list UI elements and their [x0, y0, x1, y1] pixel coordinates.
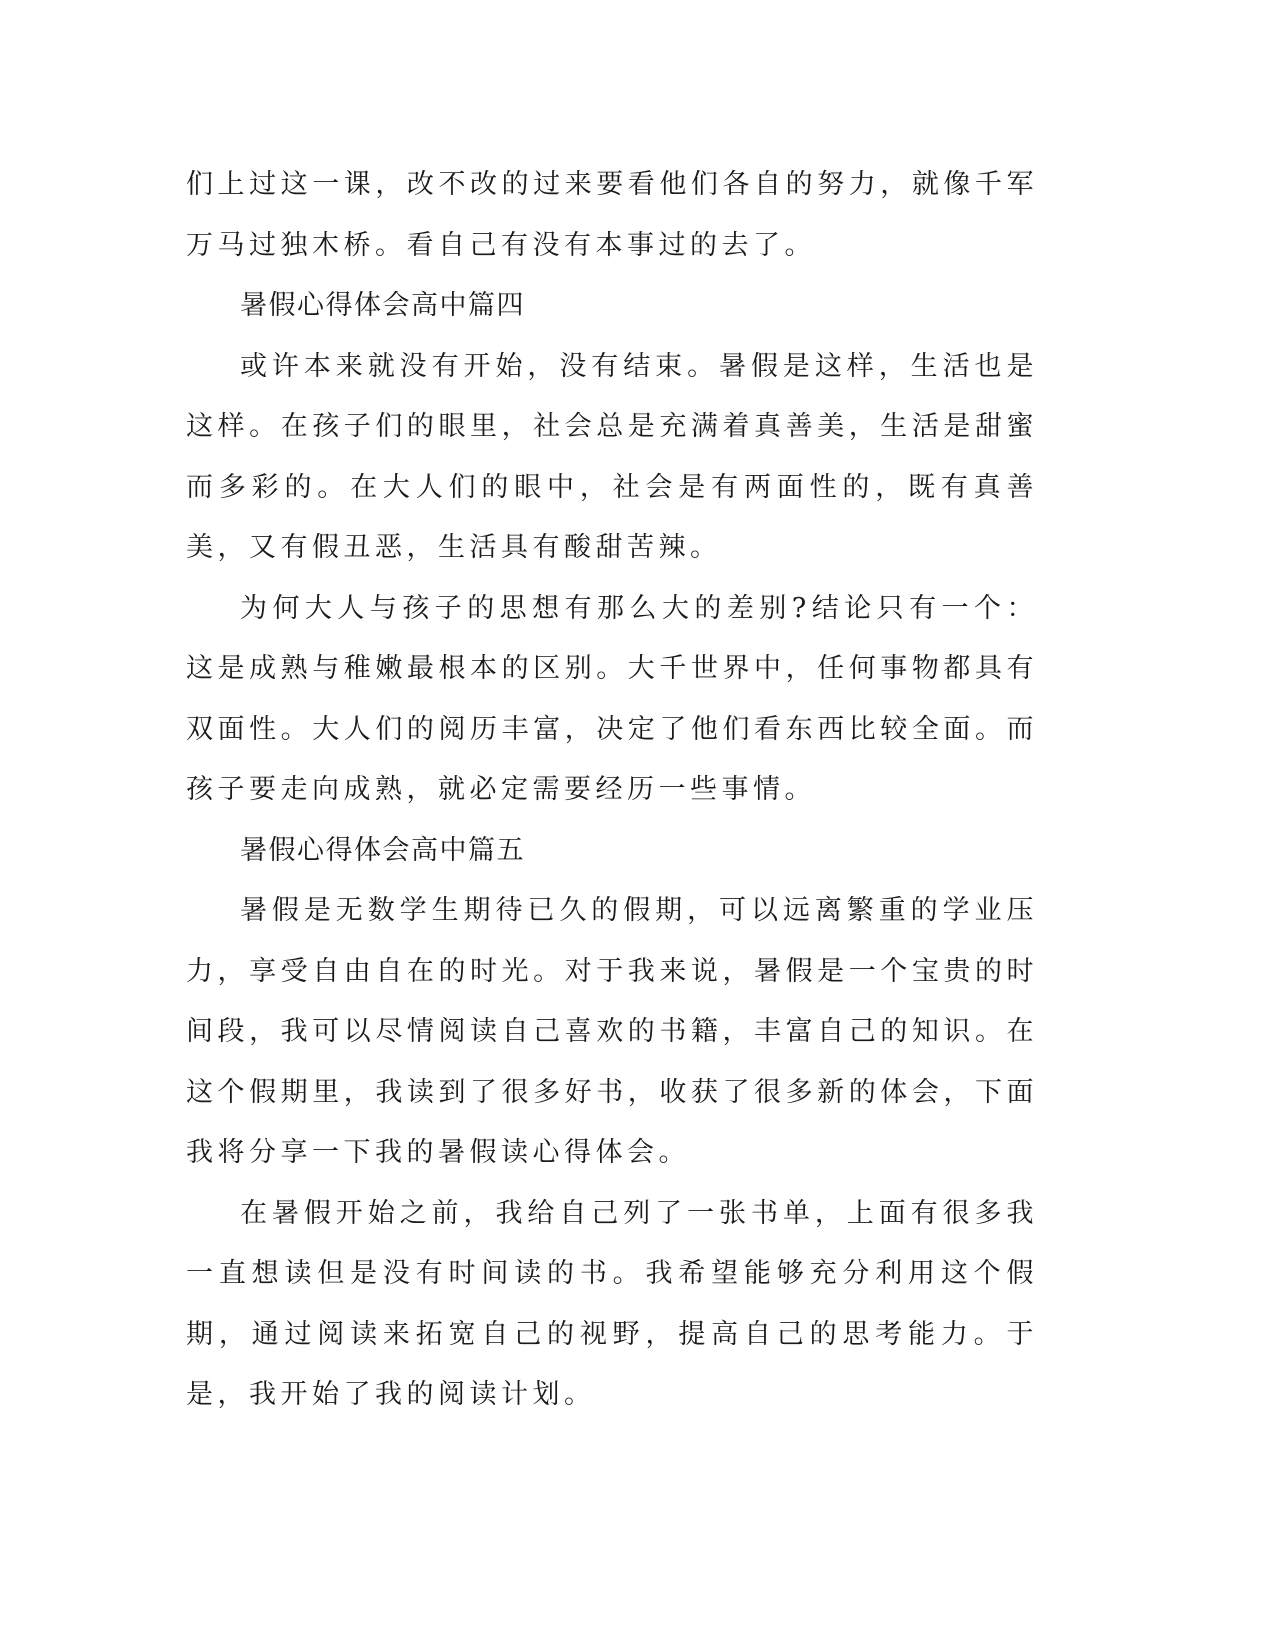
- paragraph: 在暑假开始之前，我给自己列了一张书单，上面有很多我一直想读但是没有时间读的书。我希望能够充分利用这个假期，通过阅读来拓宽自己的视野，提高自己的思考能力。于是，我开始了我的阅读计划。: [186, 1197, 1038, 1410]
- paragraph: 为何大人与孩子的思想有那么大的差别?结论只有一个：这是成熟与稚嫩最根本的区别。大千世界中，任何事物都具有双面性。大人们的阅历丰富，决定了他们看东西比较全面。而孩子要走向成熟，就必定需要经历一些事情。: [186, 592, 1038, 805]
- paragraph: 暑假是无数学生期待已久的假期，可以远离繁重的学业压力，享受自由自在的时光。对于我来说，暑假是一个宝贵的时间段，我可以尽情阅读自己喜欢的书籍，丰富自己的知识。在这个假期里，我读到了很多好书，收获了很多新的体会，下面我将分享一下我的暑假读心得体会。: [186, 895, 1038, 1168]
- paragraph-continued: 们上过这一课，改不改的过来要看他们各自的努力，就像千军万马过独木桥。看自己有没有本事过的去了。: [186, 169, 1038, 261]
- section-heading-part-five: 暑假心得体会高中篇五: [240, 834, 525, 866]
- section-heading-part-four: 暑假心得体会高中篇四: [240, 290, 525, 321]
- paragraph: 或许本来就没有开始，没有结束。暑假是这样，生活也是这样。在孩子们的眼里，社会总是充满着真善美，生活是甜蜜而多彩的。在大人们的眼中，社会是有两面性的，既有真善美，又有假丑恶，生活具有酸甜苦辣。: [186, 350, 1038, 563]
- document-body: [186, 155, 1038, 1426]
